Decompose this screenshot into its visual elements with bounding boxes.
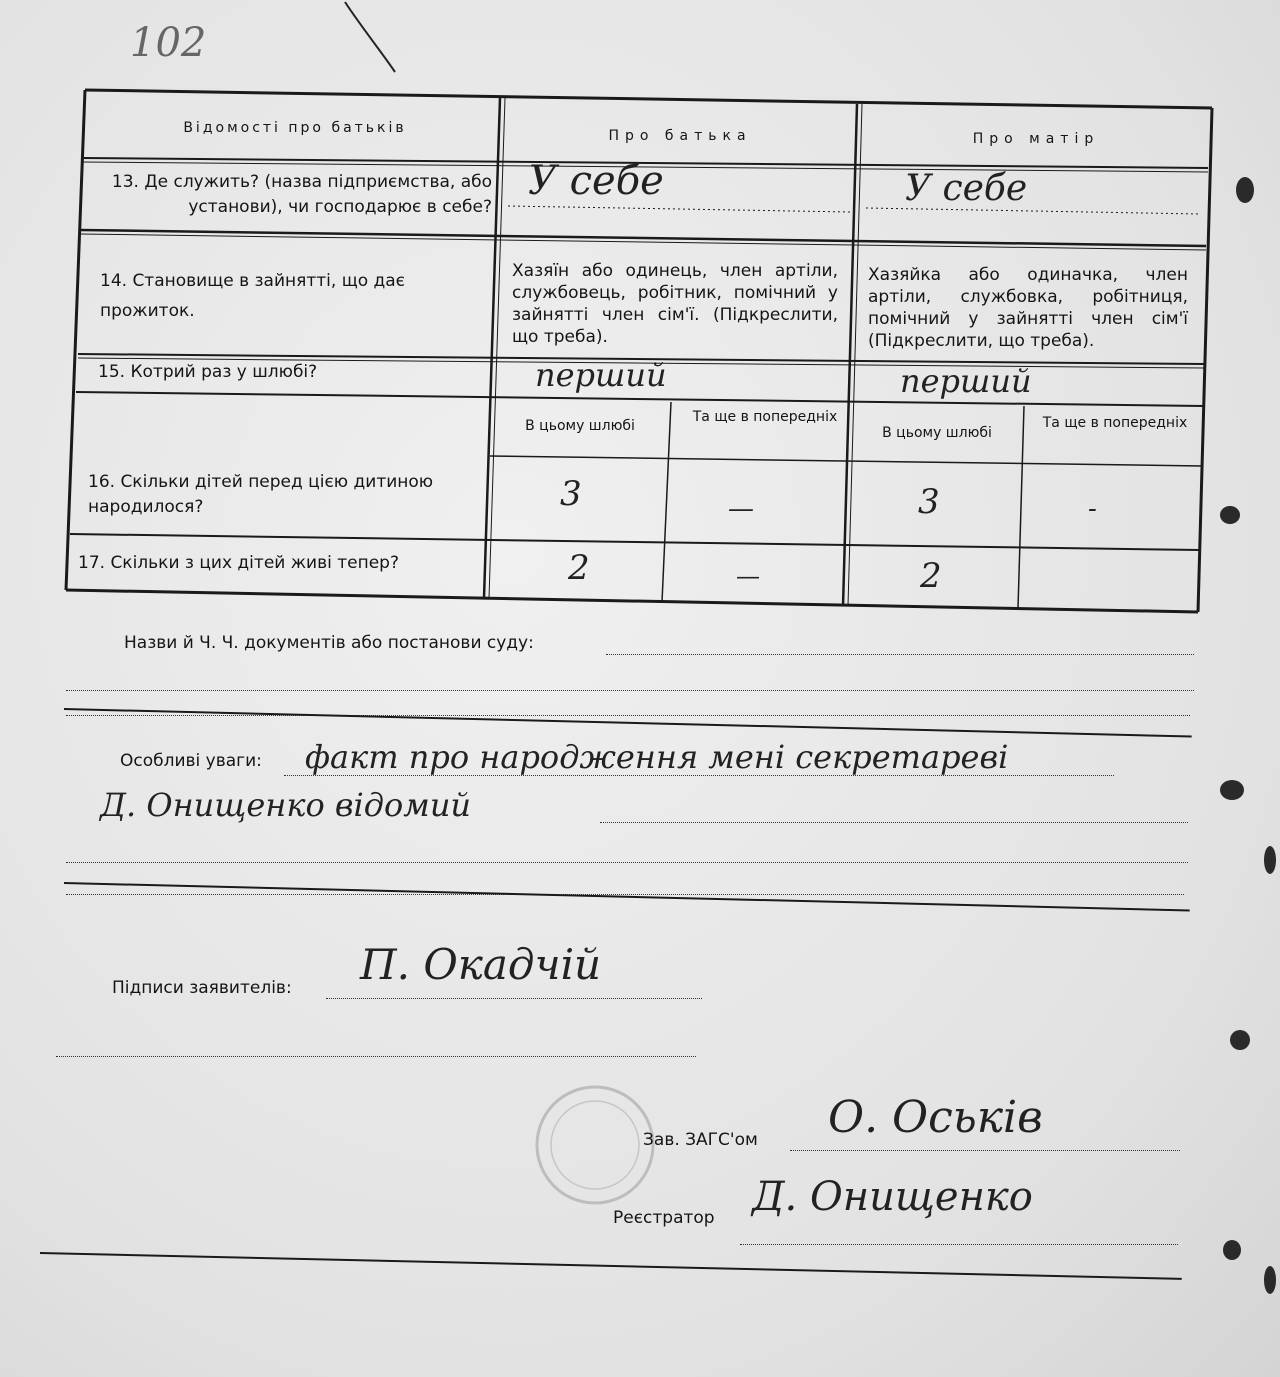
remarks-label: Особливі уваги: xyxy=(120,751,262,771)
remarks-dotted-line-1 xyxy=(284,775,1114,776)
registrar-label: Реєстратор xyxy=(613,1208,715,1228)
remarks-handwritten-line-2: Д. Онищенко відомий xyxy=(100,786,472,824)
section-rule-1 xyxy=(64,708,1192,738)
applicants-dotted-line-2 xyxy=(56,1056,696,1057)
answer-17-mother-this: 2 xyxy=(920,556,942,596)
documents-dotted-line-3 xyxy=(66,715,1190,716)
question-15: 15. Котрий раз у шлюбі? xyxy=(98,362,318,382)
bottom-rule xyxy=(40,1252,1182,1280)
remarks-handwritten-line-1: факт про народження мені секретареві xyxy=(305,738,1009,776)
answer-13-father: У себе xyxy=(528,158,664,204)
applicants-dotted-line-1 xyxy=(326,998,702,999)
head-of-registry-label: Зав. ЗАГС'ом xyxy=(643,1130,758,1150)
header-mother: Про матір xyxy=(972,131,1100,147)
answer-14-father-options: Хазяїн або одинець, член артіли, службовець, робітник, помічний у зайнятті член сім'ї. (Підкреслити, що треба). xyxy=(512,261,838,347)
registrar-dotted-line xyxy=(740,1244,1178,1245)
head-of-registry-signature: О. Оськів xyxy=(828,1092,1043,1143)
answer-16-father-previous: — xyxy=(728,494,754,524)
answer-15-mother: перший xyxy=(900,362,1032,400)
faded-stamp xyxy=(530,1070,660,1220)
answer-16-mother-this: 3 xyxy=(918,482,940,522)
applicant-signature: П. Окадчій xyxy=(360,940,602,989)
documents-dotted-line-1 xyxy=(606,654,1194,655)
registrar-signature: Д. Онищенко xyxy=(752,1174,1033,1220)
head-dotted-line xyxy=(790,1150,1180,1151)
answer-16-father-this: 3 xyxy=(560,474,582,514)
answer-17-father-previous: — xyxy=(736,562,760,590)
question-13: 13. Де служить? (назва підприємства, або установи), чи господарює в себе? xyxy=(111,172,492,217)
answer-15-father: перший xyxy=(535,356,667,394)
subheader-father-this-marriage: В цьому шлюбі xyxy=(525,418,635,434)
subheader-mother-this-marriage: В цьому шлюбі xyxy=(882,425,992,441)
applicants-signature-label: Підписи заявителів: xyxy=(112,978,292,998)
answer-14-mother-options: Хазяйка або одиначка, член артіли, службовка, робітниця, помічний у зайнятті член сім'ї (Підкреслити, що треба). xyxy=(868,265,1188,351)
page-number: 102 xyxy=(130,20,207,66)
binding-holes xyxy=(1200,160,1280,1360)
documents-dotted-line-2 xyxy=(66,690,1194,691)
header-father: Про батька xyxy=(608,128,752,144)
answer-13-mother: У себе xyxy=(905,168,1028,209)
question-16: 16. Скільки дітей перед цією дитиною народилося? xyxy=(88,472,434,517)
documents-label: Назви й Ч. Ч. документів або постанови суду: xyxy=(124,633,534,653)
remarks-dotted-line-2 xyxy=(600,822,1188,823)
answer-17-father-this: 2 xyxy=(568,548,590,588)
question-17: 17. Скільки з цих дітей живі тепер? xyxy=(78,553,399,573)
header-parents-info: Відомості про батьків xyxy=(183,120,407,136)
remarks-dotted-line-3 xyxy=(66,862,1188,863)
section-rule-2 xyxy=(64,882,1190,912)
answer-16-mother-previous: - xyxy=(1088,494,1097,524)
question-14: 14. Становище в зайнятті, що дає прожиток. xyxy=(100,271,406,321)
subheader-mother-previous: Та ще в попередніх xyxy=(1042,415,1188,431)
subheader-father-previous: Та ще в попередніх xyxy=(692,409,838,425)
